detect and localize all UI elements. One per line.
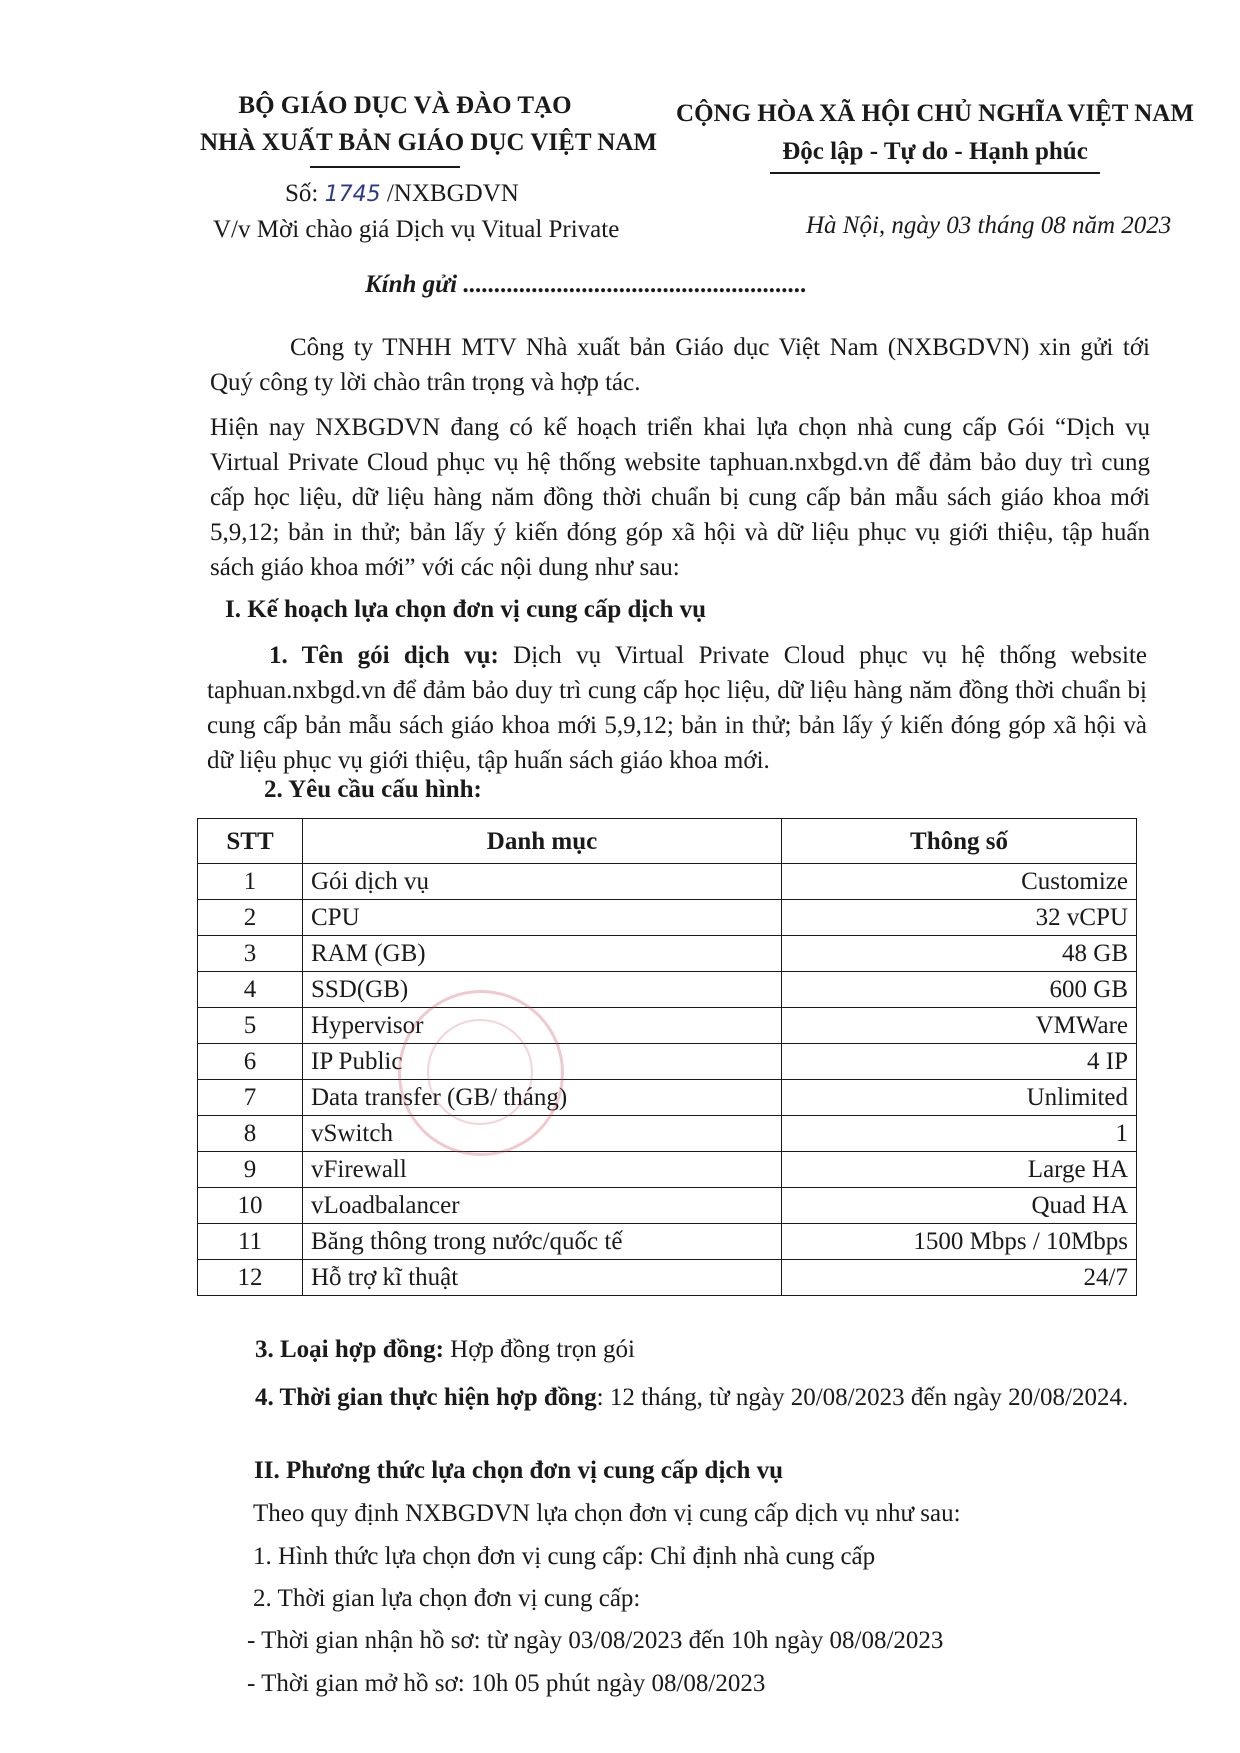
service-name-text: Dịch vụ Virtual Private Cloud phục vụ hệ thống website taphuan.nxbgd.vn để đảm bảo duy trì cung cấp học liệu, dữ liệu hàng năm đồng thời chuẩn bị cung cấp bản mẫu sách giáo khoa mới 5,9,12; bản in thử; bản lấy ý kiến đóng góp xã hội và dữ liệu phục vụ giới thiệu, tập huấn sách giáo khoa mới. [207,642,1147,774]
row-stt: 4 [198,972,303,1008]
table-row [198,936,1137,972]
row-value: Unlimited [782,1080,1137,1116]
row-category: SSD(GB) [303,972,782,1008]
config-table [197,818,1137,1296]
number-handwritten: 1745 [324,182,381,207]
ministry-name: BỘ GIÁO DỤC VÀ ĐÀO TẠO [238,92,572,119]
section-1-title: I. Kế hoạch lựa chọn đơn vị cung cấp dịch vụ [225,596,707,623]
service-name-paragraph [207,638,1147,778]
document-number [285,180,519,208]
row-stt: 8 [198,1116,303,1152]
table-row [198,1152,1137,1188]
table-row [198,864,1137,900]
publisher-name: NHÀ XUẤT BẢN GIÁO DỤC VIỆT NAM [200,129,657,156]
recipient-dots: ....................................................... [463,271,808,298]
row-stt: 5 [198,1008,303,1044]
config-requirements-label: 2. Yêu cầu cấu hình: [264,776,482,803]
row-category: CPU [303,900,782,936]
header-left-underline [310,166,460,168]
row-category: vLoadbalancer [303,1188,782,1224]
header-stt: STT [198,819,303,864]
row-stt: 3 [198,936,303,972]
row-value: 1 [782,1116,1137,1152]
row-category: IP Public [303,1044,782,1080]
document-date: Hà Nội, ngày 03 tháng 08 năm 2023 [806,212,1172,239]
row-category: vFirewall [303,1152,782,1188]
receive-time-line: - Thời gian nhận hồ sơ: từ ngày 03/08/2023 đến 10h ngày 08/08/2023 [247,1627,944,1654]
row-value: 1500 Mbps / 10Mbps [782,1224,1137,1260]
row-category: Hypervisor [303,1008,782,1044]
header-right-underline [770,172,1100,174]
row-stt: 2 [198,900,303,936]
contract-type-text: Hợp đồng trọn gói [450,1336,635,1363]
row-stt: 10 [198,1188,303,1224]
table-row [198,972,1137,1008]
row-value: 24/7 [782,1260,1137,1296]
intro-paragraph: Công ty TNHH MTV Nhà xuất bản Giáo dục Việt Nam (NXBGDVN) xin gửi tới Quý công ty lời chào trân trọng và hợp tác. [210,334,1150,396]
table-row [198,900,1137,936]
recipient-label: Kính gửi [365,271,458,298]
contract-duration-text: : 12 tháng, từ ngày 20/08/2023 đến ngày 20/08/2024. [596,1384,1129,1411]
row-stt: 6 [198,1044,303,1080]
row-value: 4 IP [782,1044,1137,1080]
row-value: Large HA [782,1152,1137,1188]
row-category: RAM (GB) [303,936,782,972]
table-row [198,1008,1137,1044]
section-2-title: II. Phương thức lựa chọn đơn vị cung cấp dịch vụ [254,1457,784,1484]
contract-duration-paragraph [195,1380,1135,1415]
red-seal-inner-ring [427,1019,533,1125]
config-table-header-row [198,819,1137,864]
contract-type-line [255,1336,635,1364]
row-value: Quad HA [782,1188,1137,1224]
row-value: Customize [782,864,1137,900]
table-row [198,1080,1137,1116]
contract-type-label: 3. Loại hợp đồng: [255,1336,444,1363]
nation-motto: Độc lập - Tự do - Hạnh phúc [782,138,1088,165]
recipient-line [365,271,807,299]
row-stt: 12 [198,1260,303,1296]
red-seal-stamp [398,990,564,1156]
document-subject: V/v Mời chào giá Dịch vụ Vitual Private [213,216,620,243]
selection-time-line: 2. Thời gian lựa chọn đơn vị cung cấp: [253,1585,641,1612]
header-value: Thông số [782,819,1137,864]
header-category: Danh mục [303,819,782,864]
row-category: Băng thông trong nước/quốc tế [303,1224,782,1260]
nation-title: CỘNG HÒA XÃ HỘI CHỦ NGHĨA VIỆT NAM [676,100,1194,127]
plan-paragraph: Hiện nay NXBGDVN đang có kế hoạch triển khai lựa chọn nhà cung cấp Gói “Dịch vụ Virtual Private Cloud phục vụ hệ thống website taphuan.nxbgd.vn để đảm bảo duy trì cung cấp học liệu, dữ liệu hàng năm đồng thời chuẩn bị cung cấp bản mẫu sách giáo khoa mới 5,9,12; bản in thử; bản lấy ý kiến đóng góp xã hội và dữ liệu phục vụ giới thiệu, tập huấn sách giáo khoa mới” với các nội dung như sau: [210,414,1150,581]
row-category: Data transfer (GB/ tháng) [303,1080,782,1116]
row-category: Gói dịch vụ [303,864,782,900]
selection-rule-line: Theo quy định NXBGDVN lựa chọn đơn vị cung cấp dịch vụ như sau: [253,1500,961,1527]
contract-duration-label: 4. Thời gian thực hiện hợp đồng [255,1384,597,1411]
row-value: 48 GB [782,936,1137,972]
table-row [198,1044,1137,1080]
row-stt: 11 [198,1224,303,1260]
selection-method-line: 1. Hình thức lựa chọn đơn vị cung cấp: Chỉ định nhà cung cấp [253,1543,876,1570]
table-row [198,1260,1137,1296]
row-value: 32 vCPU [782,900,1137,936]
table-row [198,1188,1137,1224]
row-value: 600 GB [782,972,1137,1008]
open-time-line: - Thời gian mở hồ sơ: 10h 05 phút ngày 08/08/2023 [247,1670,766,1697]
row-category: Hỗ trợ kĩ thuật [303,1260,782,1296]
number-suffix: /NXBGDVN [386,180,519,207]
service-name-label: 1. Tên gói dịch vụ: [269,642,499,669]
table-row [198,1116,1137,1152]
row-stt: 7 [198,1080,303,1116]
row-stt: 9 [198,1152,303,1188]
number-prefix: Số: [285,180,319,207]
row-category: vSwitch [303,1116,782,1152]
table-row [198,1224,1137,1260]
row-stt: 1 [198,864,303,900]
row-value: VMWare [782,1008,1137,1044]
